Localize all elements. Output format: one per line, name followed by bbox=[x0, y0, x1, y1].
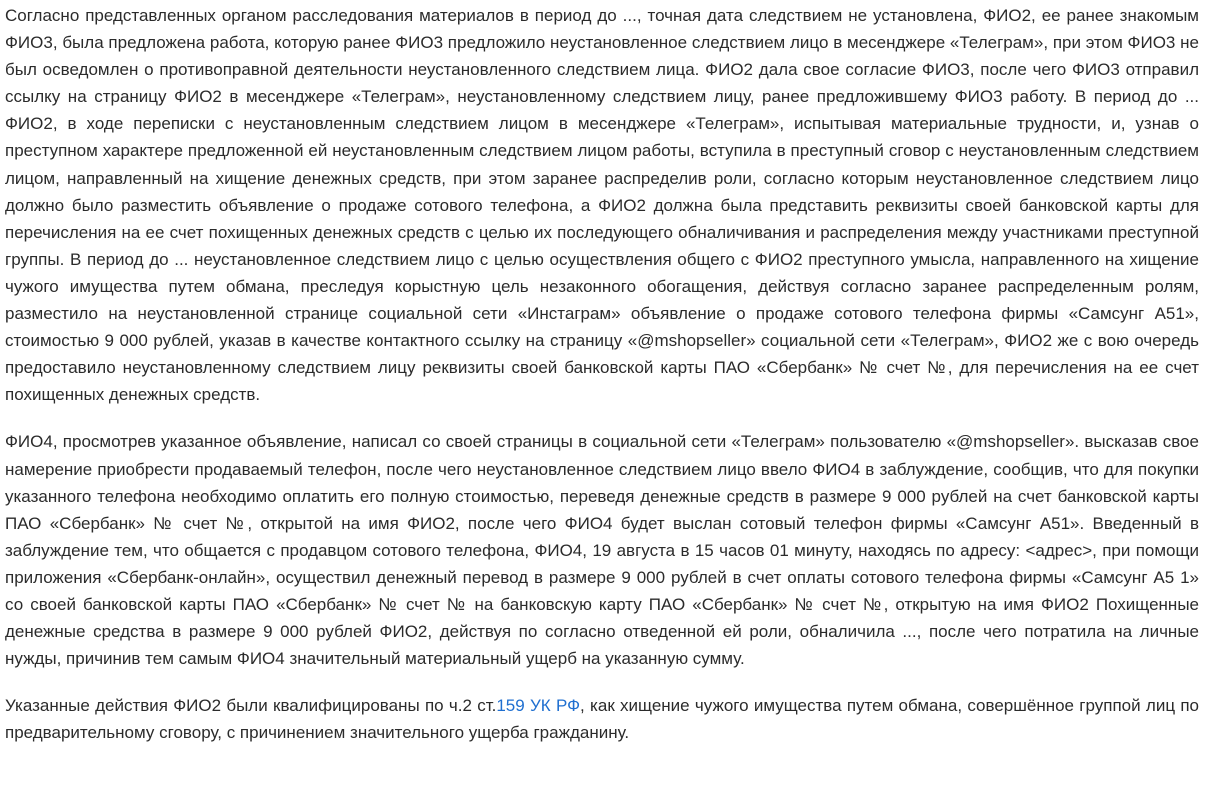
qualification-text-start: Указанные действия ФИО2 были квалифицированы по ч.2 ст. bbox=[5, 696, 497, 716]
criminal-code-article-link[interactable]: 159 УК РФ bbox=[496, 696, 581, 716]
qualification-text-end: , как хищение чужого имущества путем обмана, совершённое группой лиц по предварительному сговору, с причинением значительного ущерба гражданину. bbox=[5, 696, 1199, 743]
paragraph-case-facts: Согласно представленных органом расследования материалов в период до ..., точная дата следствием не установлена, ФИО2, ее ранее знакомым ФИО3, была предложена работа, которую ранее ФИО3 предложило неустановленное следствием лицо в месенджере «Телеграм», при этом ФИО3 не был осведомлен о противоправной деятельности неустановленного следствием лица. ФИО2 дала свое согласие ФИО3, после чего ФИО3 отправил ссылку на страницу ФИО2 в месенджере «Телеграм», неустановленному следствием лицу, ранее предложившему ФИО3 работу. В период до ... ФИО2, в ходе переписки с неустановленным следствием лицом в месенджере «Телеграм», испытывая материальные трудности, и, узнав о преступном характере предложенной ей неустановленным следствием лицом работы, вступила в преступный сговор с неустановленным следствием лицом, направленный на хищение денежных средств, при этом заранее распределив роли, согласно которым неустановленное следствием лицо должно было разместить объявление о продаже сотового телефона, а ФИО2 должна была представить реквизиты своей банковской карты для перечисления на ее счет похищенных денежных средств с целью их последующего обналичивания и распределения между участниками преступной группы. В период до ... неустановленное следствием лицо с целью осуществления общего с ФИО2 преступного умысла, направленного на хищение чужого имущества путем обмана, преследуя корыстную цель незаконного обогащения, действуя согласно заранее распределенным ролям, разместило на неустановленной странице социальной сети «Инстаграм» объявление о продаже сотового телефона фирмы «Самсунг А51», стоимостью 9 000 рублей, указав в качестве контактного ссылку на страницу «@mshopseller» социальной сети «Телеграм», ФИО2 же с вою очередь предоставило неустановленному следствием лицу реквизиты своей банковской карты ПАО «Сбербанк» № счет №, для перечисления на ее счет похищенных денежных средств. bbox=[5, 6, 1199, 405]
paragraph-victim-transfer: ФИО4, просмотрев указанное объявление, написал со своей страницы в социальной сети «Телеграм» пользователю «@mshopseller». высказав свое намерение приобрести продаваемый телефон, после чего неустановленное следствием лицо ввело ФИО4 в заблуждение, сообщив, что для покупки указанного телефона необходимо оплатить его полную стоимостью, переведя денежные средств в размере 9 000 рублей на счет банковской карты ПАО «Сбербанк» № счет №, открытой на имя ФИО2, после чего ФИО4 будет выслан сотовый телефон фирмы «Самсунг А51». Введенный в заблуждение тем, что общается с продавцом сотового телефона, ФИО4, 19 августа в 15 часов 01 минуту, находясь по адресу: <адрес>, при помощи приложения «Сбербанк-онлайн», осуществил денежный перевод в размере 9 000 рублей в счет оплаты сотового телефона фирмы «Самсунг А5 1» со своей банковской карты ПАО «Сбербанк» № счет № на банковскую карту ПАО «Сбербанк» № счет №, открытую на имя ФИО2 Похищенные денежные средства в размере 9 000 рублей ФИО2, действуя по согласно отведенной ей роли, обналичила ..., после чего потратила на личные нужды, причинив тем самым ФИО4 значительный материальный ущерб на указанную сумму. bbox=[5, 432, 1199, 669]
paragraph-qualification bbox=[5, 692, 1199, 746]
